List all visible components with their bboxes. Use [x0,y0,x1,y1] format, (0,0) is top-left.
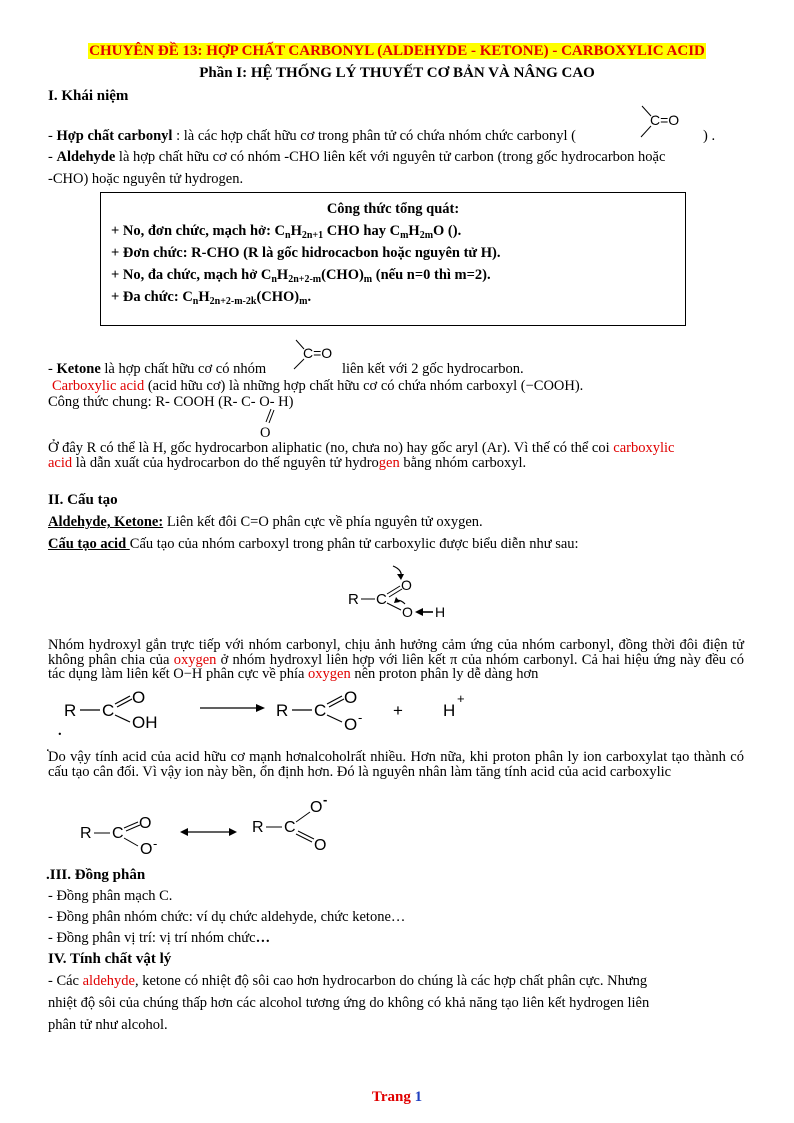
carbonyl-label: C=O [650,112,680,128]
acid-strength-paragraph: Do vậy tính acid của acid hữu cơ mạnh hơnalcoholrất nhiều. Hơn nữa, khi proton phân ly ion carboxylat tạo thành có cấu tạo cân đối. Vì vậy ion này bền, ổn định hơn. Đó là nguyên nhân làm tăng tính acid của acid carboxylic [48,749,744,780]
acid-dissociation-equation [60,686,500,746]
general-acid-formula: Công thức chung: R- COOH (R- C- O- H) [48,394,294,410]
aldehyde-definition-cont: -CHO) hoặc nguyên tử hydrogen. [48,171,244,187]
formula-line-4: + Đa chức: $C_nH_{2n+2-m-2k}(CHO)_m$. [111,289,312,307]
section-heading-structure: II. Cấu tạo [48,492,118,508]
svg-text:R: R [80,825,92,842]
svg-text:C: C [112,825,124,842]
svg-text:R: R [348,591,359,608]
formula-box-heading: Công thức tổng quát: [326,201,460,217]
carboxylic-acid-definition: Carboxylic acid (acid hữu cơ) là những hợp chất hữu cơ có chứa nhóm carboxyl (−COOH). [52,378,584,394]
svg-text:O: O [314,837,327,854]
svg-text:H: H [443,701,456,720]
svg-text:OH: OH [132,713,158,732]
svg-text:O: O [401,577,412,593]
svg-text:O: O [140,841,153,858]
general-formula-box [100,192,686,326]
r-group-note: Ở đây R có thể là H, gốc hydrocarbon aliphatic (no, chưa no) hay gốc aryl (Ar). Vì thế có thể coi carboxylic [48,440,675,456]
isomer-item-2: - Đồng phân nhóm chức: ví dụ chức aldehyde, chức ketone… [48,909,406,925]
page-subtitle: Phần I: HỆ THỐNG LÝ THUYẾT CƠ BẢN VÀ NÂNG CAO [199,65,595,81]
formula-oxygen: O [260,425,271,441]
svg-text:+: + [393,701,403,720]
carbonyl-group-diagram [636,104,696,140]
svg-text:R: R [64,701,77,720]
svg-text:C: C [314,701,327,720]
section-heading-physical: IV. Tính chất vật lý [48,951,172,967]
isomer-item-3: - Đồng phân vị trí: vị trí nhóm chức… [48,930,271,946]
acid-structure: Cấu tạo acid Cấu tạo của nhóm carboxyl trong phân tử carboxylic được biểu diễn như sau: [48,536,579,552]
leading-dot: . [46,739,50,755]
r-group-note-cont: acid là dẫn xuất của hydrocarbon do thế nguyên tử hydrogen bằng nhóm carboxyl. [48,455,527,471]
page-number: Trang 1 [371,1089,423,1105]
equation-dot: . [58,723,62,739]
ketone-definition-cont: liên kết với 2 gốc hydrocarbon. [342,361,524,377]
svg-text:R: R [276,701,289,720]
formula-line-1: + No, đơn chức, mạch hở: $C_nH_{2n+1}$ CHO hay $C_mH_{2m}O$ (). [111,223,462,241]
hydroxyl-effect-paragraph: Nhóm hydroxyl gắn trực tiếp với nhóm carbonyl, chịu ảnh hưởng cảm ứng của nhóm carbonyl, đồng thời đôi điện tử không phân chia của oxygen ở nhóm hydroxyl liên hợp với liên kết π của nhóm carbonyl. Cả hai hiệu ứng này đều có tác dụng làm liên kết O−H phân cực về phía oxygen nên proton phân ly dễ dàng hơn [48,637,744,682]
carboxylate-resonance [76,794,346,860]
svg-text:O: O [402,604,413,620]
svg-text:C: C [376,591,387,608]
svg-text:-: - [358,710,363,725]
page-title: CHUYÊN ĐỀ 13: HỢP CHẤT CARBONYL (ALDEHYDE - KETONE) - CARBOXYLIC ACID [89,43,705,59]
formula-line-2: + Đơn chức: R-CHO (R là gốc hidrocacbon hoặc nguyên tử H). [111,245,501,261]
formula-line-3: + No, đa chức, mạch hở $C_nH_{2n+2-m}(CHO)_m$ (nếu n=0 thì m=2). [111,267,491,285]
svg-text:+: + [457,691,465,706]
aldehyde-definition: - Aldehyde là hợp chất hữu cơ có nhóm -CHO liên kết với nguyên tử carbon (trong gốc hydrocarbon hoặc [48,149,666,165]
svg-text:H: H [435,604,446,620]
ketone-carbonyl-diagram [290,338,346,372]
svg-text:O: O [344,688,358,707]
physical-text-3: phân tử như alcohol. [48,1017,168,1033]
section-heading-concept: I. Khái niệm [48,88,129,104]
physical-text-2: nhiệt độ sôi của chúng thấp hơn các alcohol tương ứng do không có khả năng tạo liên kết hydrogen liên [48,995,650,1011]
carboxyl-group-diagram [345,560,455,624]
formula-double-bond [262,408,276,424]
svg-text:C: C [284,819,296,836]
carbonyl-definition-close: ) . [703,128,716,144]
ketone-definition: - Ketone là hợp chất hữu cơ có nhóm [48,361,267,377]
ketone-carbonyl-label: C=O [303,345,333,361]
svg-text:O: O [132,688,146,707]
svg-text:C: C [102,701,115,720]
aldehyde-ketone-structure: Aldehyde, Ketone: Liên kết đôi C=O phân cực về phía nguyên tử oxygen. [48,514,483,530]
isomer-item-1: - Đồng phân mạch C. [48,888,173,904]
svg-text:-: - [153,836,158,851]
svg-text:O: O [139,815,152,832]
carbonyl-definition: - Hợp chất carbonyl : là các hợp chất hữu cơ trong phân tử có chứa nhóm chức carbonyl ( [48,128,576,144]
svg-text:R: R [252,819,264,836]
svg-text:-: - [323,794,328,807]
svg-text:O: O [344,715,358,734]
svg-text:O: O [310,799,323,816]
physical-text-1: - Các aldehyde, ketone có nhiệt độ sôi cao hơn hydrocarbon do chúng là các hợp chất phân cực. Nhưng [48,973,648,989]
section-heading-isomers: .III. Đồng phân [46,867,146,883]
